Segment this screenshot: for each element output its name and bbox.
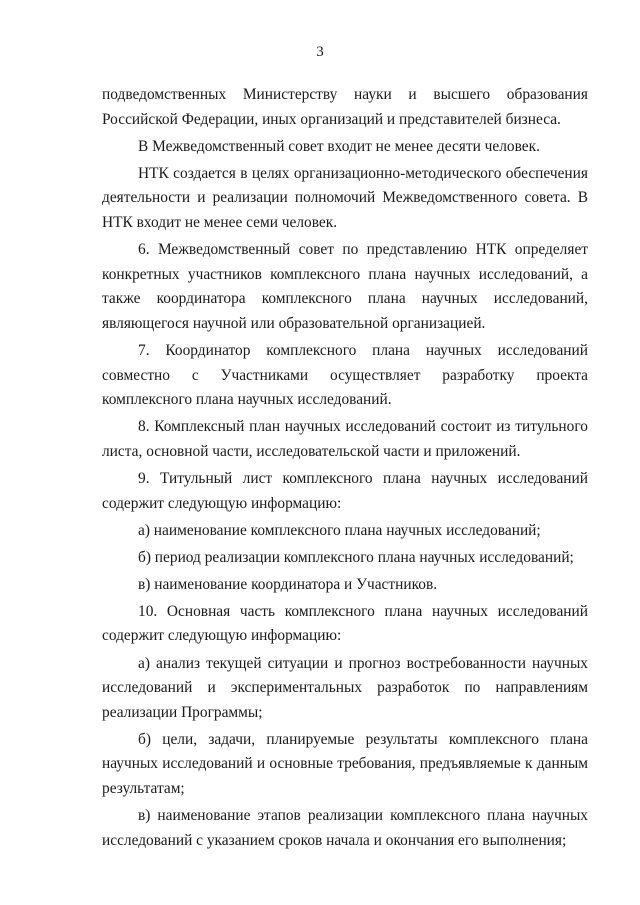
list-item-9b: б) период реализации комплексного плана научных исследований; [138, 548, 574, 566]
list-item-9c: в) наименование координатора и Участников. [138, 575, 438, 593]
document-body [102, 83, 588, 853]
list-item-10a: а) анализ текущей ситуации и прогноз востребованности научных исследований и экспериментальных разработок по направлениям реализации Программы; [102, 654, 588, 721]
page-number: 3 [316, 44, 324, 60]
list-item-9a: а) наименование комплексного плана научных исследований; [138, 521, 541, 539]
paragraph-item-10: 10. Основная часть комплексного плана научных исследований содержит следующую информацию: [102, 602, 588, 645]
paragraph-item-7: 7. Координатор комплексного плана научных исследований совместно с Участниками осуществляет разработку проекта комплексного плана научных исследований. [102, 341, 588, 409]
paragraph-item-9: 9. Титульный лист комплексного плана научных исследований содержит следующую информацию: [102, 469, 588, 512]
paragraph-item-6: 6. Межведомственный совет по представлению НТК определяет конкретных участников комплексного плана научных исследований, а также координатора комплексного плана научных исследований, являющегося научной или образовательной организацией. [102, 241, 588, 332]
list-item-10c: в) наименование этапов реализации комплексного плана научных исследований с указанием сроков начала и окончания его выполнения; [102, 807, 588, 849]
paragraph-council-size: В Межведомственный совет входит не менее десяти человек. [138, 137, 540, 155]
list-item-10b: б) цели, задачи, планируемые результаты комплексного плана научных исследований и основные требования, предъявляемые к данным результатам; [102, 730, 588, 798]
paragraph-ntk: НТК создается в целях организационно-методического обеспечения деятельности и реализации полномочий Межведомственного совета. В НТК входит не менее семи человек. [102, 164, 588, 231]
paragraph-item-8: 8. Комплексный план научных исследований состоит из титульного листа, основной части, исследовательской части и приложений. [102, 418, 588, 460]
paragraph-continuation: подведомственных Министерству науки и высшего образования Российской Федерации, иных организаций и представителей бизнеса. [102, 86, 588, 128]
